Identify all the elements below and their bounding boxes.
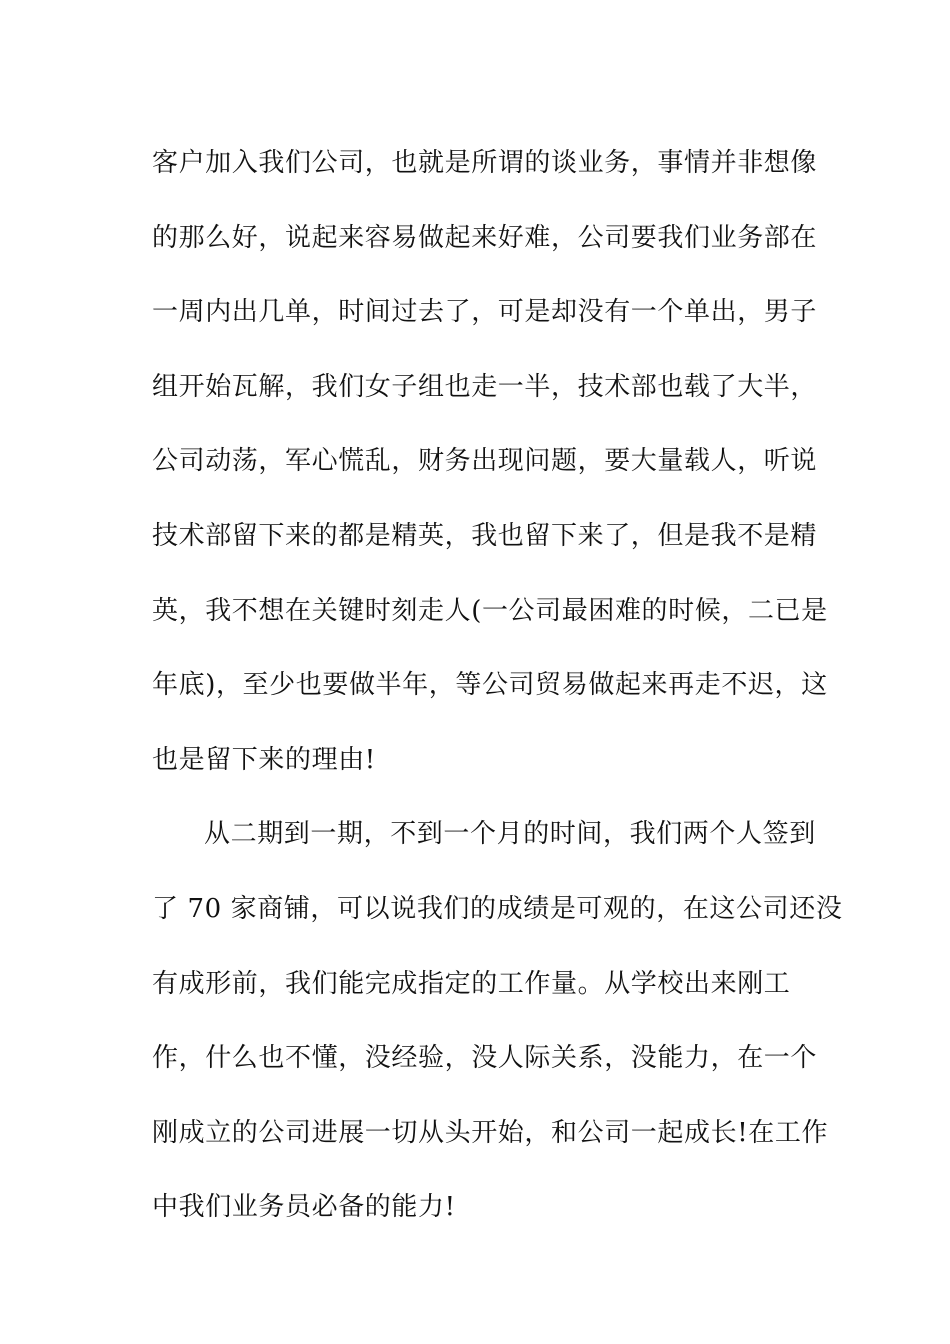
text-line: 刚成立的公司进展一切从头开始，和公司一起成长!在工作: [152, 1117, 829, 1148]
text-line: 技术部留下来的都是精英，我也留下来了，但是我不是精: [152, 520, 818, 551]
text-line: 年底)，至少也要做半年，等公司贸易做起来再走不迟，这: [152, 670, 828, 701]
body-text: [152, 126, 843, 1245]
text-line: 从二期到一期，不到一个月的时间，我们两个人签到: [204, 819, 816, 850]
text-line: 公司动荡，军心慌乱，财务出现问题，要大量载人，听说: [152, 446, 818, 477]
text-line: 中我们业务员必备的能力!: [152, 1192, 456, 1223]
text-line: 英，我不想在关键时刻走人(一公司最困难的时候，二已是: [152, 595, 828, 626]
text-line: 客户加入我们公司，也就是所谓的谈业务，事情并非想像: [152, 148, 818, 178]
paragraph-2: [152, 797, 843, 1245]
text-line: 组开始瓦解，我们女子组也走一半，技术部也载了大半，: [152, 371, 818, 402]
text-line: 作，什么也不懂，没经验，没人际关系，没能力，在一个: [152, 1043, 818, 1074]
paragraph-1: [152, 126, 828, 797]
text-line: 也是留下来的理由!: [152, 744, 376, 775]
text-line: 了 70 家商铺，可以说我们的成绩是可观的，在这公司还没: [152, 893, 843, 924]
text-line: 的那么好，说起来容易做起来好难，公司要我们业务部在: [152, 222, 818, 253]
text-line: 一周内出几单，时间过去了，可是却没有一个单出，男子: [152, 297, 818, 328]
text-line: 有成形前，我们能完成指定的工作量。从学校出来刚工: [152, 968, 791, 999]
